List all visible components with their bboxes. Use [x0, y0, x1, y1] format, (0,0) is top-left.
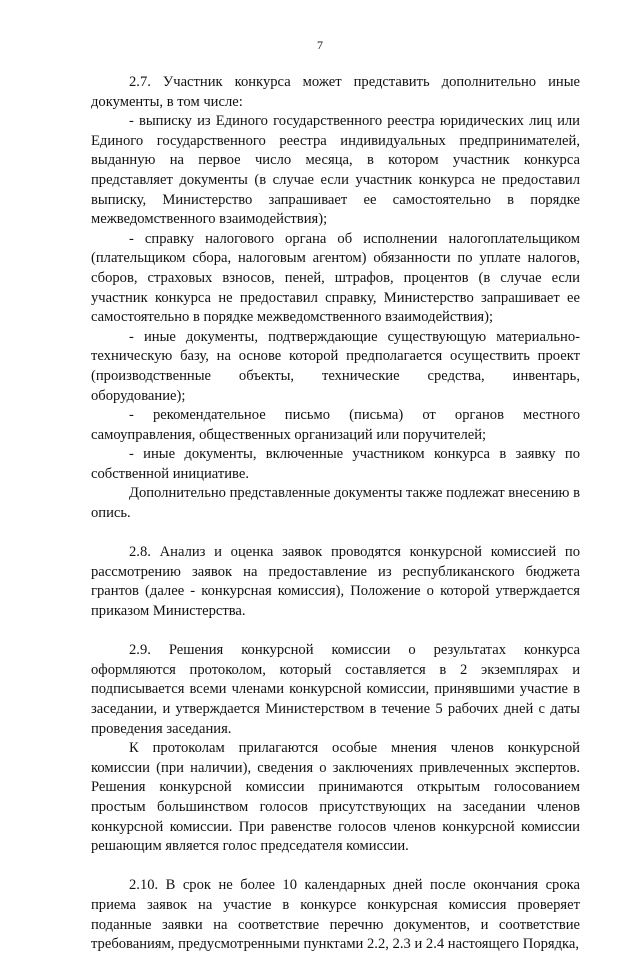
document-body — [91, 73, 580, 955]
paragraph-2-9: 2.9. Решения конкурсной комиссии о результатах конкурса оформляются протоколом, который составляется в 2 экземплярах и подписывается всеми членами конкурсной комиссии, принявшими участие в заседании, и утверждается Министерством в течение 5 рабочих дней с даты проведения заседания. — [91, 642, 580, 737]
paragraph-2-9-protocols: К протоколам прилагаются особые мнения членов конкурсной комиссии (при наличии), сведения о заключениях привлеченных экспертов. Решения конкурсной комиссии принимаются открытым голосованием простым большинством голосов присутствующих на заседании членов конкурсной комиссии. При равенстве голосов членов конкурсной комиссии решающим является голос председателя комиссии. — [91, 740, 580, 855]
paragraph-inventory-note: Дополнительно представленные документы также подлежат внесению в опись. — [91, 485, 580, 522]
paragraph-2-8: 2.8. Анализ и оценка заявок проводятся конкурсной комиссией по рассмотрению заявок на предоставление из республиканского бюджета грантов (далее - конкурсная комиссия), Положение о которой утверждается приказом Министерства. — [91, 544, 580, 620]
list-item-other-documents: - иные документы, включенные участником конкурса в заявку по собственной инициативе. — [91, 446, 580, 482]
page-number: 7 — [317, 38, 323, 52]
list-item-egrul-extract: - выписку из Единого государственного реестра юридических лиц или Единого государственного реестра индивидуальных предпринимателей, выданную на первое число месяца, в котором участник конкурса представляет документы (в случае если участник конкурса не предоставил выписку, Министерство запрашивает ее самостоятельно в порядке межведомственного взаимодействия); — [91, 113, 580, 228]
list-item-technical-base: - иные документы, подтверждающие существующую материально-техническую базу, на основе которой предполагается осуществить проект (производственные объекты, технические средства, инвентарь, оборудование); — [91, 328, 580, 404]
list-item-recommendation-letter: - рекомендательное письмо (письма) от органов местного самоуправления, общественных организаций или поручителей; — [91, 407, 580, 443]
paragraph-2-10: 2.10. В срок не более 10 календарных дней после окончания срока приема заявок на участие в конкурсе конкурсная комиссия проверяет поданные заявки на соответствие перечню документов, и соответствие требованиям, предусмотренными пунктами 2.2, 2.3 и 2.4 настоящего Порядка, — [91, 877, 580, 953]
paragraph-2-7: 2.7. Участник конкурса может представить дополнительно иные документы, в том числе: — [91, 74, 580, 110]
list-item-tax-certificate: - справку налогового органа об исполнении налогоплательщиком (плательщиком сбора, налоговым агентом) обязанности по уплате налогов, сборов, страховых взносов, пеней, штрафов, процентов (в случае если участник конкурса не предоставил справку, Министерство запрашивает ее самостоятельно в порядке межведомственного взаимодействия); — [91, 230, 580, 326]
